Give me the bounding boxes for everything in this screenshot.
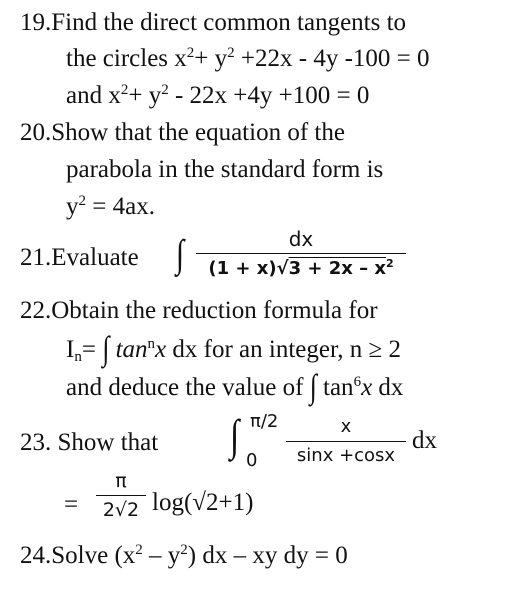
q22-line-1 (20, 296, 378, 326)
q19-l2c: + y (194, 45, 228, 72)
q21-numerator: dx (288, 227, 314, 251)
q19-line-3 (66, 81, 369, 111)
q20-line-1 (20, 118, 345, 148)
q22-l3e: x (361, 374, 373, 401)
q23-label-line (20, 428, 158, 458)
q23-denominator: sinx +cosx (296, 445, 396, 466)
q19-l3d: 2 (161, 82, 169, 98)
q22-l3d: 6 (353, 374, 362, 390)
q23-fraction (286, 416, 406, 467)
q20-line-3 (66, 192, 155, 222)
q23-equals: = (64, 491, 79, 518)
q21-den-a: (1 + x)√ (208, 258, 289, 279)
q21-fraction-bar (196, 253, 406, 254)
q19-l3a: and x (66, 82, 121, 109)
q22-line-2 (66, 329, 402, 368)
q22-line-3 (66, 367, 404, 406)
q22-l2c: = (81, 336, 103, 363)
q22-l2a: I (66, 336, 75, 363)
q23-result-log: log(√2+1) (152, 489, 254, 516)
q22-l2b: n (74, 349, 82, 365)
q21-label-line (20, 243, 139, 273)
q21-number: 21. (20, 244, 52, 271)
q21-label: Evaluate (51, 244, 139, 271)
q22-l3f: dx (372, 374, 404, 401)
q22-number: 22. (20, 297, 52, 324)
q22-l2e: tan (109, 336, 148, 363)
q23-number: 23. (20, 429, 52, 456)
q21-integral-sign (176, 232, 185, 276)
q20-l3a: y (66, 193, 79, 220)
q23-dx: dx (412, 427, 437, 454)
q24-b: 2 (135, 542, 143, 558)
q23-result-denominator: 2√2 (102, 499, 140, 521)
q20-line-2 (66, 155, 383, 185)
q21-den-b: 3 + 2x – x (288, 258, 386, 279)
q22-text-1: Obtain the reduction formula for (51, 297, 378, 324)
integral-icon: ∫ (102, 329, 110, 368)
q19-line-2 (66, 44, 430, 74)
integral-icon: ∫ (176, 232, 185, 276)
q19-l3e: - 22x +4y +100 = 0 (168, 82, 370, 109)
q22-l2h: dx for an integer, n ≥ 2 (166, 336, 402, 363)
q20-l3b: 2 (78, 193, 86, 209)
q21-denominator (196, 257, 406, 281)
q19-line-1 (20, 8, 406, 38)
q23-result-bar (96, 495, 146, 496)
q23-upper-limit: π/2 (250, 411, 279, 432)
q19-l3c: + y (128, 82, 162, 109)
q20-text-1: Show that the equation of the (51, 119, 345, 146)
q23-result-numerator: π (115, 470, 127, 492)
q24-c: – y (142, 542, 181, 569)
q20-number: 20. (20, 119, 52, 146)
q19-l3b: 2 (120, 82, 129, 98)
q20-text-2: parabola in the standard form is (66, 156, 384, 183)
q21-den-c: 2 (385, 257, 394, 270)
integral-icon: ∫ (309, 367, 317, 406)
q19-l2b: 2 (186, 45, 195, 61)
q23-integral-sign (230, 412, 240, 461)
q23-label: Show that (51, 429, 159, 456)
q19-l2e: +22x - 4y -100 = 0 (234, 45, 430, 72)
q24-e: ) dx – xy dy = 0 (187, 542, 348, 569)
q19-l2d: 2 (227, 45, 235, 61)
q23-numerator: x (340, 416, 352, 437)
q20-l3c: = 4ax. (86, 193, 155, 220)
q24-line (20, 541, 348, 571)
q22-l2f: n (147, 336, 156, 352)
q22-l3c: tan (316, 374, 354, 401)
q19-text-1: Find the direct common tangents to (51, 9, 407, 36)
q22-l2g: x (155, 336, 167, 363)
q21-fraction (196, 228, 406, 281)
q23-lower-limit: 0 (246, 450, 258, 471)
q23-fraction-bar (286, 441, 406, 442)
integral-icon: ∫ (230, 412, 240, 461)
q24-number: 24. (20, 542, 52, 569)
q23-result-fraction (96, 470, 146, 521)
q19-number: 19. (20, 9, 52, 36)
q19-l2a: the circles x (66, 45, 187, 72)
q24-a: Solve (x (51, 542, 136, 569)
q22-l3a: and deduce the value of (66, 374, 310, 401)
q24-d: 2 (180, 542, 188, 558)
